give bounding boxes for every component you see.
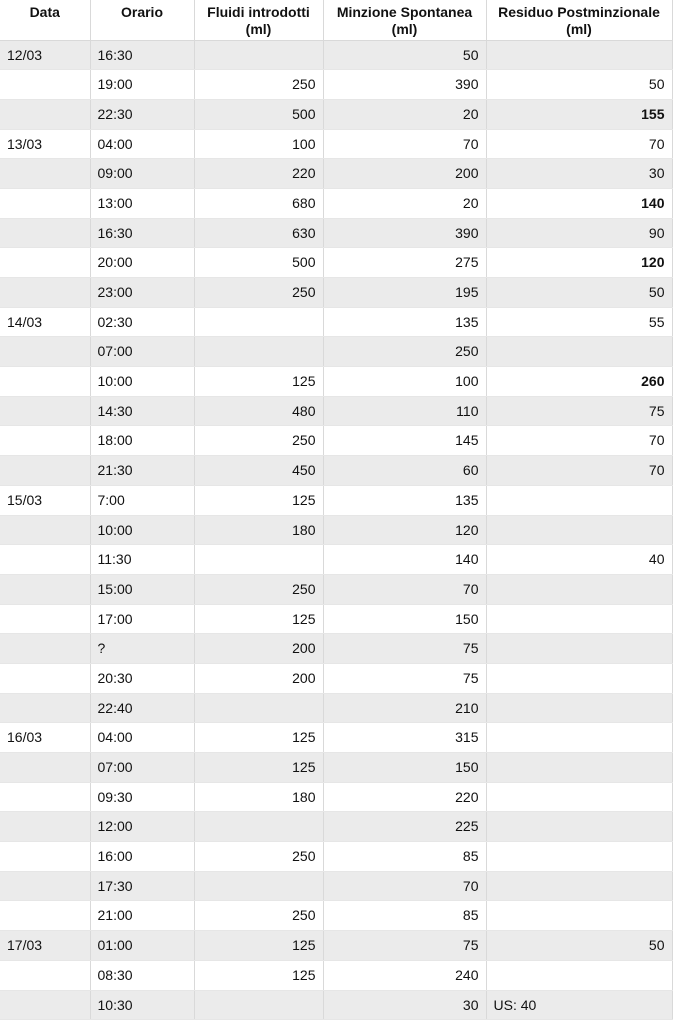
table-row	[0, 812, 672, 842]
cell-data	[0, 604, 90, 634]
table-row	[0, 70, 672, 100]
cell-orario: 22:40	[90, 693, 194, 723]
cell-fluidi: 680	[194, 188, 323, 218]
cell-minzione: 30	[323, 990, 486, 1020]
table-row	[0, 188, 672, 218]
table-row	[0, 515, 672, 545]
cell-fluidi: 180	[194, 515, 323, 545]
cell-fluidi: 480	[194, 396, 323, 426]
cell-minzione: 135	[323, 485, 486, 515]
cell-orario: 12:00	[90, 812, 194, 842]
cell-orario: 17:30	[90, 871, 194, 901]
cell-fluidi: 250	[194, 278, 323, 308]
cell-residuo	[486, 723, 672, 753]
cell-fluidi: 125	[194, 753, 323, 783]
cell-minzione: 85	[323, 842, 486, 872]
cell-orario: 08:30	[90, 960, 194, 990]
cell-data	[0, 218, 90, 248]
table-row	[0, 604, 672, 634]
cell-data	[0, 396, 90, 426]
cell-fluidi	[194, 693, 323, 723]
table-row	[0, 307, 672, 337]
cell-orario: 21:30	[90, 456, 194, 486]
cell-minzione: 120	[323, 515, 486, 545]
cell-data	[0, 99, 90, 129]
cell-residuo: 90	[486, 218, 672, 248]
cell-minzione: 240	[323, 960, 486, 990]
cell-data: 14/03	[0, 307, 90, 337]
table-row	[0, 634, 672, 664]
cell-minzione: 110	[323, 396, 486, 426]
cell-minzione: 145	[323, 426, 486, 456]
cell-residuo: 75	[486, 396, 672, 426]
cell-data	[0, 782, 90, 812]
cell-orario: 07:00	[90, 753, 194, 783]
table-row	[0, 901, 672, 931]
cell-data	[0, 693, 90, 723]
table-row	[0, 960, 672, 990]
cell-orario: 17:00	[90, 604, 194, 634]
cell-data	[0, 842, 90, 872]
cell-data: 16/03	[0, 723, 90, 753]
cell-residuo: 50	[486, 931, 672, 961]
cell-residuo	[486, 574, 672, 604]
cell-orario: 23:00	[90, 278, 194, 308]
cell-fluidi: 125	[194, 723, 323, 753]
table-row	[0, 871, 672, 901]
cell-fluidi: 180	[194, 782, 323, 812]
table-row	[0, 337, 672, 367]
cell-minzione: 150	[323, 604, 486, 634]
cell-fluidi: 100	[194, 129, 323, 159]
cell-minzione: 315	[323, 723, 486, 753]
cell-fluidi: 500	[194, 248, 323, 278]
cell-data	[0, 159, 90, 189]
cell-data	[0, 753, 90, 783]
cell-orario: 20:30	[90, 663, 194, 693]
cell-residuo	[486, 812, 672, 842]
cell-orario: 04:00	[90, 129, 194, 159]
cell-orario: 02:30	[90, 307, 194, 337]
cell-residuo: 70	[486, 426, 672, 456]
table-row	[0, 842, 672, 872]
cell-fluidi: 125	[194, 931, 323, 961]
cell-minzione: 20	[323, 188, 486, 218]
cell-data	[0, 248, 90, 278]
cell-data	[0, 960, 90, 990]
cell-orario: 04:00	[90, 723, 194, 753]
cell-orario: 09:00	[90, 159, 194, 189]
table-row	[0, 990, 672, 1020]
cell-residuo	[486, 40, 672, 70]
cell-data	[0, 515, 90, 545]
table-header	[0, 0, 672, 40]
table-row	[0, 753, 672, 783]
table-row	[0, 723, 672, 753]
cell-data	[0, 188, 90, 218]
cell-orario: ?	[90, 634, 194, 664]
cell-orario: 19:00	[90, 70, 194, 100]
table-row	[0, 278, 672, 308]
table-row	[0, 129, 672, 159]
cell-residuo: 55	[486, 307, 672, 337]
cell-minzione: 250	[323, 337, 486, 367]
table-row	[0, 545, 672, 575]
cell-residuo: 30	[486, 159, 672, 189]
cell-minzione: 220	[323, 782, 486, 812]
cell-minzione: 75	[323, 931, 486, 961]
header-orario: Orario	[90, 0, 194, 40]
cell-data	[0, 278, 90, 308]
cell-data	[0, 70, 90, 100]
cell-data	[0, 367, 90, 397]
cell-residuo	[486, 753, 672, 783]
cell-minzione: 390	[323, 218, 486, 248]
cell-fluidi	[194, 337, 323, 367]
cell-minzione: 20	[323, 99, 486, 129]
cell-residuo: 40	[486, 545, 672, 575]
table-row	[0, 396, 672, 426]
cell-fluidi	[194, 871, 323, 901]
cell-fluidi: 250	[194, 70, 323, 100]
cell-data	[0, 337, 90, 367]
cell-data: 12/03	[0, 40, 90, 70]
cell-minzione: 75	[323, 634, 486, 664]
cell-residuo	[486, 634, 672, 664]
cell-fluidi	[194, 545, 323, 575]
table-row	[0, 693, 672, 723]
cell-fluidi: 220	[194, 159, 323, 189]
cell-data: 13/03	[0, 129, 90, 159]
cell-fluidi: 250	[194, 574, 323, 604]
table-row	[0, 782, 672, 812]
header-fluidi: Fluidi introdotti (ml)	[194, 0, 323, 40]
cell-residuo	[486, 960, 672, 990]
table-row	[0, 40, 672, 70]
table-row	[0, 367, 672, 397]
cell-data	[0, 901, 90, 931]
cell-fluidi	[194, 307, 323, 337]
header-data: Data	[0, 0, 90, 40]
cell-minzione: 70	[323, 129, 486, 159]
cell-fluidi	[194, 40, 323, 70]
cell-minzione: 135	[323, 307, 486, 337]
cell-minzione: 225	[323, 812, 486, 842]
cell-orario: 13:00	[90, 188, 194, 218]
cell-data	[0, 574, 90, 604]
cell-fluidi: 250	[194, 426, 323, 456]
cell-orario: 20:00	[90, 248, 194, 278]
cell-fluidi: 125	[194, 367, 323, 397]
cell-minzione: 140	[323, 545, 486, 575]
cell-orario: 7:00	[90, 485, 194, 515]
table-row	[0, 485, 672, 515]
cell-data	[0, 545, 90, 575]
cell-fluidi: 250	[194, 842, 323, 872]
table-row	[0, 663, 672, 693]
cell-fluidi: 200	[194, 663, 323, 693]
table-row	[0, 574, 672, 604]
table-row	[0, 931, 672, 961]
cell-residuo	[486, 663, 672, 693]
header-row	[0, 0, 672, 40]
cell-orario: 15:00	[90, 574, 194, 604]
cell-residuo: 50	[486, 70, 672, 100]
cell-fluidi: 500	[194, 99, 323, 129]
cell-residuo	[486, 485, 672, 515]
cell-fluidi	[194, 812, 323, 842]
cell-data	[0, 663, 90, 693]
table-row	[0, 159, 672, 189]
cell-residuo: 120	[486, 248, 672, 278]
cell-residuo: US: 40	[486, 990, 672, 1020]
cell-orario: 16:30	[90, 218, 194, 248]
cell-residuo	[486, 693, 672, 723]
cell-orario: 14:30	[90, 396, 194, 426]
cell-data	[0, 990, 90, 1020]
cell-data: 15/03	[0, 485, 90, 515]
cell-orario: 16:00	[90, 842, 194, 872]
cell-orario: 21:00	[90, 901, 194, 931]
table-row	[0, 426, 672, 456]
cell-minzione: 75	[323, 663, 486, 693]
cell-fluidi: 200	[194, 634, 323, 664]
cell-minzione: 85	[323, 901, 486, 931]
table-body	[0, 40, 672, 1020]
cell-data	[0, 456, 90, 486]
cell-orario: 07:00	[90, 337, 194, 367]
cell-minzione: 150	[323, 753, 486, 783]
cell-orario: 10:30	[90, 990, 194, 1020]
cell-orario: 10:00	[90, 367, 194, 397]
cell-fluidi: 125	[194, 485, 323, 515]
cell-data	[0, 426, 90, 456]
cell-residuo: 70	[486, 456, 672, 486]
cell-residuo	[486, 842, 672, 872]
cell-residuo: 50	[486, 278, 672, 308]
cell-fluidi: 630	[194, 218, 323, 248]
cell-residuo	[486, 337, 672, 367]
cell-fluidi: 125	[194, 960, 323, 990]
cell-data	[0, 871, 90, 901]
cell-data: 17/03	[0, 931, 90, 961]
cell-residuo	[486, 871, 672, 901]
cell-residuo: 260	[486, 367, 672, 397]
cell-minzione: 70	[323, 574, 486, 604]
cell-orario: 11:30	[90, 545, 194, 575]
cell-minzione: 275	[323, 248, 486, 278]
table-row	[0, 248, 672, 278]
cell-orario: 09:30	[90, 782, 194, 812]
cell-minzione: 195	[323, 278, 486, 308]
header-minzione: Minzione Spontanea (ml)	[323, 0, 486, 40]
cell-orario: 01:00	[90, 931, 194, 961]
cell-minzione: 100	[323, 367, 486, 397]
cell-fluidi: 250	[194, 901, 323, 931]
cell-minzione: 70	[323, 871, 486, 901]
cell-residuo	[486, 782, 672, 812]
table-row	[0, 99, 672, 129]
cell-residuo: 155	[486, 99, 672, 129]
cell-orario: 16:30	[90, 40, 194, 70]
cell-fluidi: 125	[194, 604, 323, 634]
cell-residuo: 70	[486, 129, 672, 159]
cell-orario: 10:00	[90, 515, 194, 545]
cell-fluidi: 450	[194, 456, 323, 486]
cell-orario: 22:30	[90, 99, 194, 129]
table-row	[0, 218, 672, 248]
table-row	[0, 456, 672, 486]
cell-minzione: 210	[323, 693, 486, 723]
cell-minzione: 50	[323, 40, 486, 70]
cell-fluidi	[194, 990, 323, 1020]
cell-residuo: 140	[486, 188, 672, 218]
header-residuo: Residuo Postminzionale (ml)	[486, 0, 672, 40]
cell-minzione: 200	[323, 159, 486, 189]
cell-data	[0, 634, 90, 664]
cell-orario: 18:00	[90, 426, 194, 456]
cell-data	[0, 812, 90, 842]
cell-residuo	[486, 901, 672, 931]
cell-minzione: 60	[323, 456, 486, 486]
cell-residuo	[486, 515, 672, 545]
cell-minzione: 390	[323, 70, 486, 100]
cell-residuo	[486, 604, 672, 634]
